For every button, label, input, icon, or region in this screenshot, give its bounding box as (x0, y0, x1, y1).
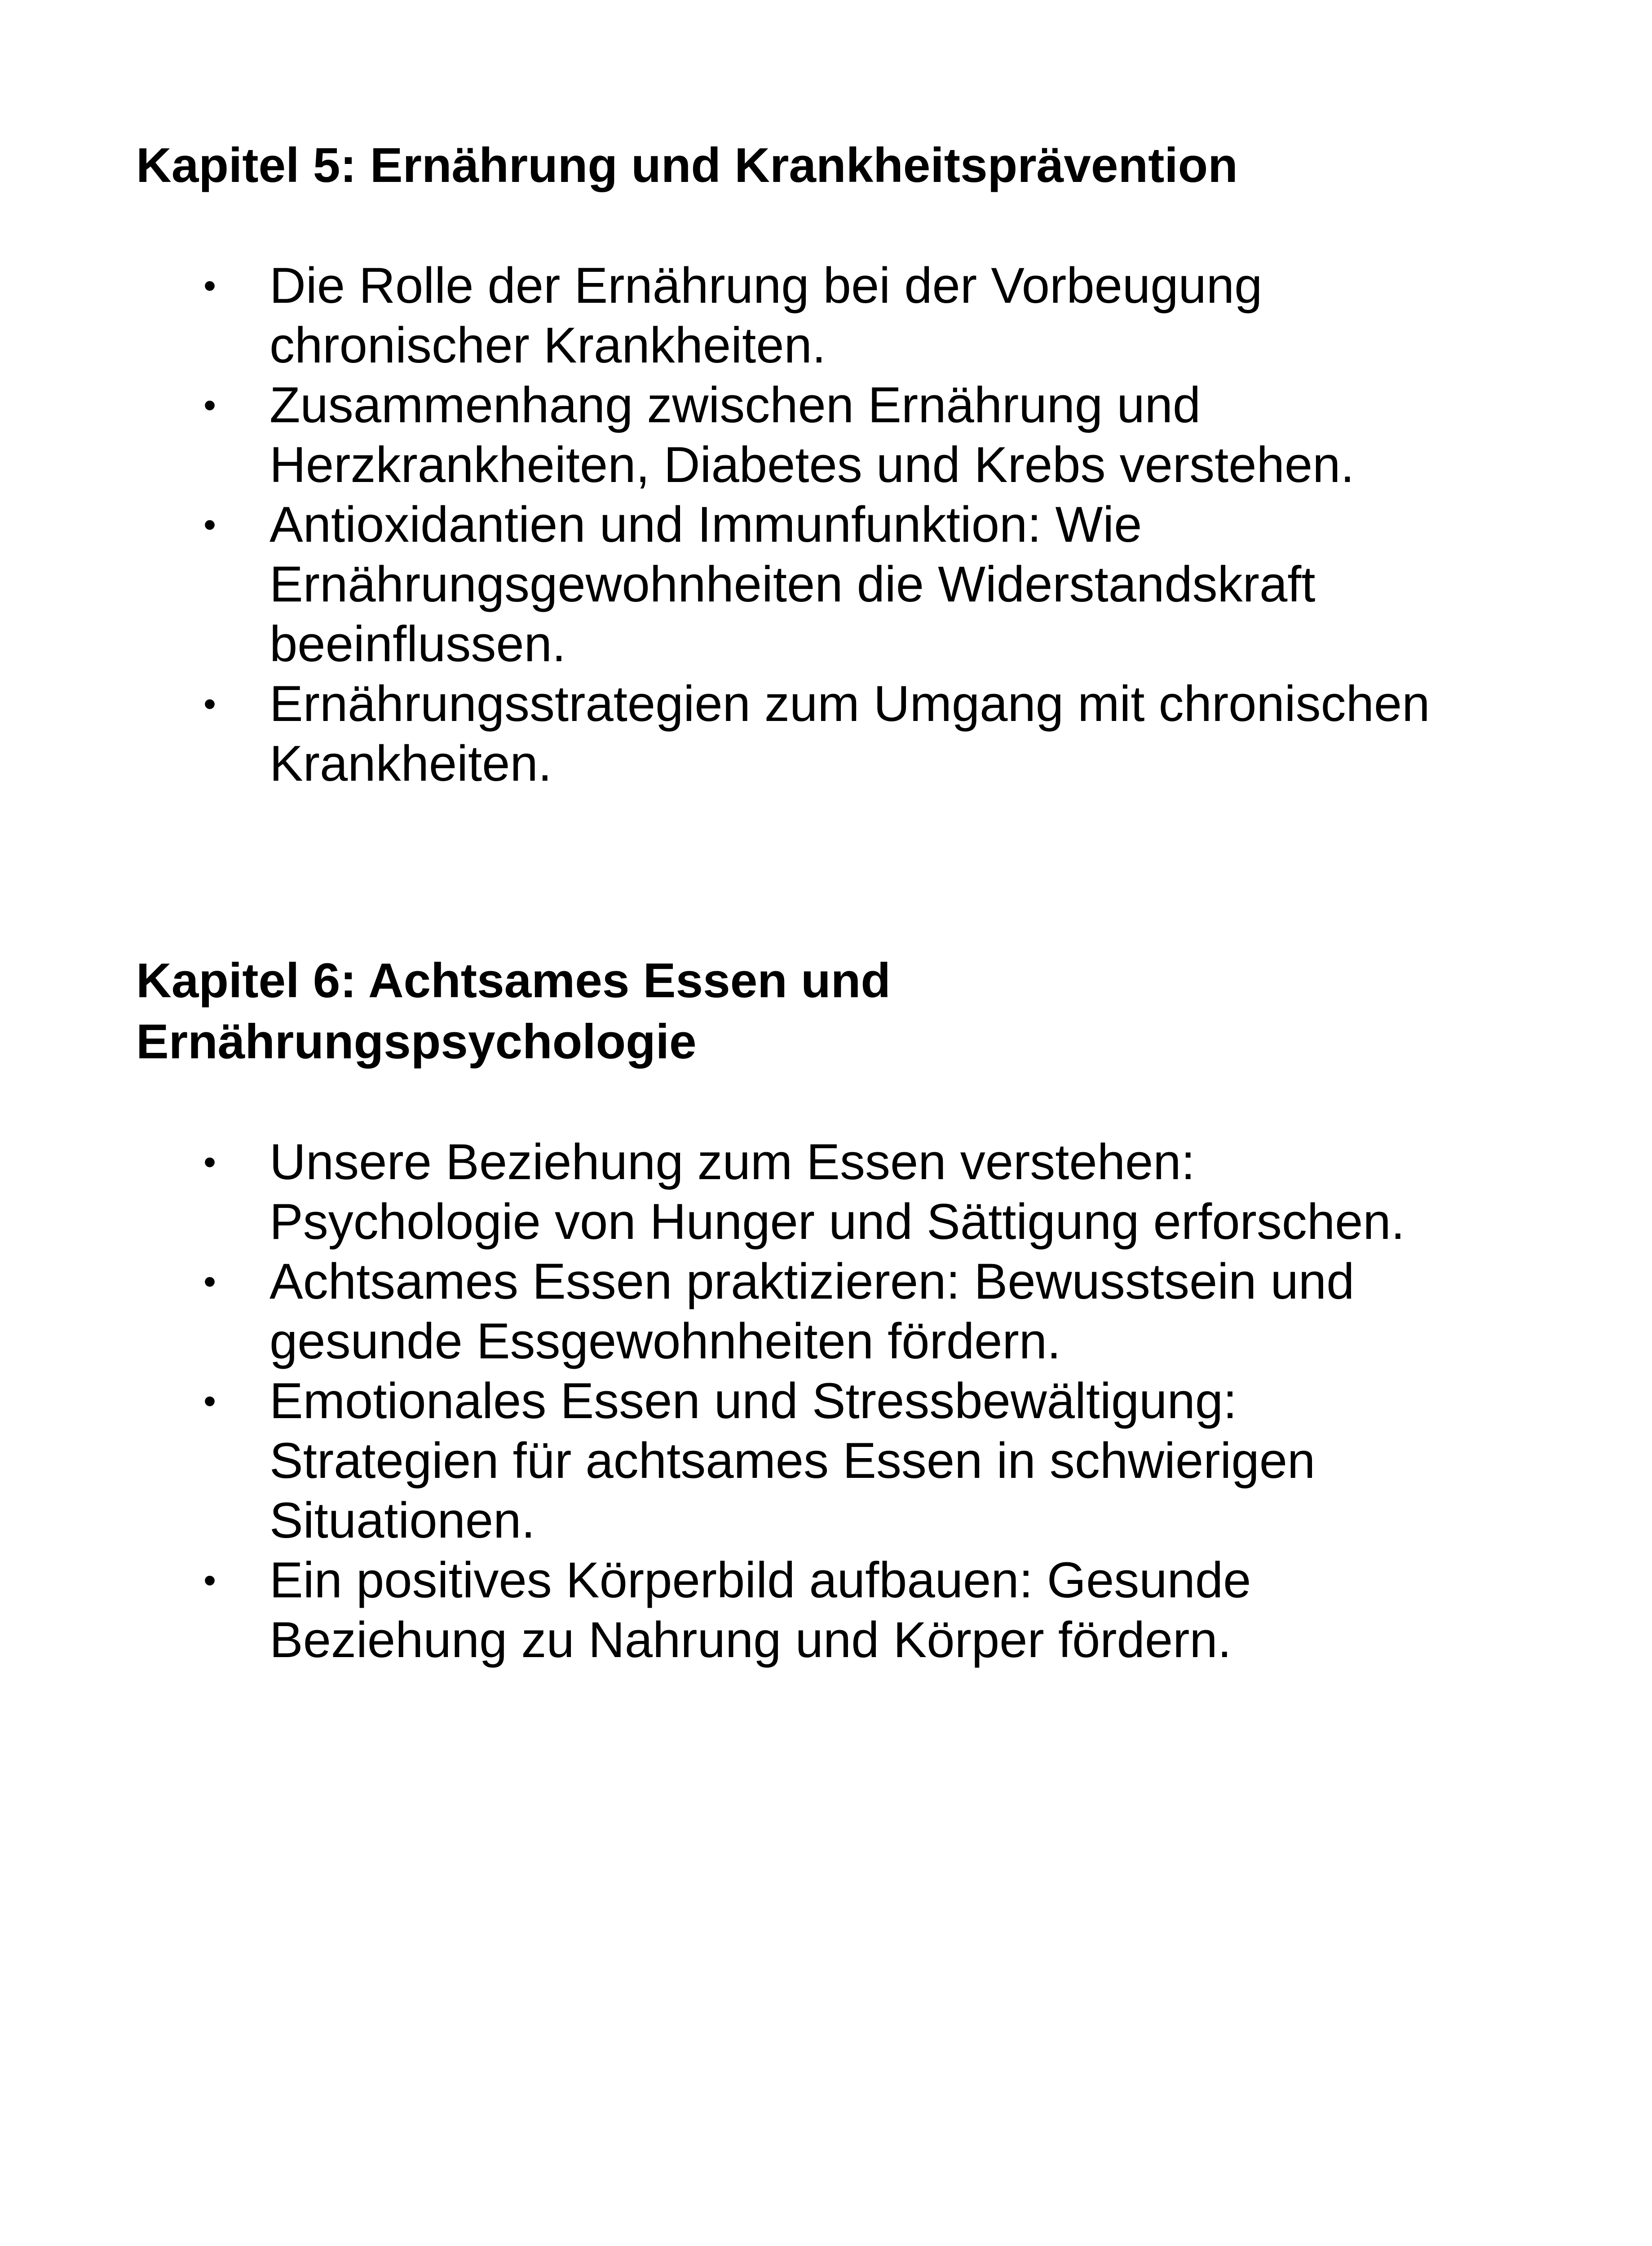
list-item-line: Ernährungsgewohnheiten die Widerstandskraft (269, 556, 1316, 612)
bullet-icon: • (203, 1142, 216, 1182)
list-item-line: Strategien für achtsames Essen in schwierigen (269, 1432, 1316, 1489)
chapter-5-section (136, 135, 1484, 793)
list-item-line: Beziehung zu Nahrung und Körper fördern. (269, 1612, 1232, 1668)
bullet-icon: • (203, 1560, 216, 1600)
list-item-line: Antioxidantien und Immunfunktion: Wie (269, 496, 1142, 553)
list-item-line: Psychologie von Hunger und Sättigung erforschen. (269, 1194, 1405, 1250)
chapter-6-heading (136, 950, 1484, 1072)
list-item-line: Unsere Beziehung zum Essen verstehen: (269, 1134, 1195, 1190)
chapter-6-section (136, 950, 1484, 1670)
bullet-icon: • (203, 1381, 216, 1421)
list-item-line: Zusammenhang zwischen Ernährung und (269, 377, 1201, 433)
list-item-line: Ernährungsstrategien zum Umgang mit chronischen (269, 676, 1430, 732)
list-item-line: Situationen. (269, 1492, 535, 1548)
chapter-5-heading (136, 135, 1484, 196)
list-item (136, 375, 1484, 495)
list-item (136, 1251, 1484, 1371)
list-item (136, 1550, 1484, 1670)
list-item-line: Krankheiten. (269, 735, 552, 791)
bullet-icon: • (203, 684, 216, 724)
list-item (136, 674, 1484, 793)
list-item-line: Emotionales Essen und Stressbewältigung: (269, 1373, 1237, 1429)
bullet-icon: • (203, 265, 216, 305)
list-item-line: Die Rolle der Ernährung bei der Vorbeugung (269, 257, 1263, 314)
list-item-line: Herzkrankheiten, Diabetes und Krebs verstehen. (269, 437, 1355, 493)
chapter-5-heading-line: Kapitel 5: Ernährung und Krankheitsprävention (136, 138, 1238, 193)
list-item-line: beeinflussen. (269, 616, 566, 672)
list-item-line: Ein positives Körperbild aufbauen: Gesunde (269, 1552, 1251, 1608)
list-item (136, 495, 1484, 674)
list-item-line: Achtsames Essen praktizieren: Bewusstsein und (269, 1253, 1355, 1309)
bullet-icon: • (203, 504, 216, 544)
list-item (136, 1371, 1484, 1550)
chapter-5-bullet-list (136, 256, 1484, 793)
chapter-6-bullet-list (136, 1132, 1484, 1670)
bullet-icon: • (203, 1261, 216, 1301)
list-item (136, 1132, 1484, 1251)
list-item-line: gesunde Essgewohnheiten fördern. (269, 1313, 1061, 1369)
list-item (136, 256, 1484, 375)
chapter-6-heading-line: Kapitel 6: Achtsames Essen und (136, 953, 891, 1008)
list-item-line: chronischer Krankheiten. (269, 317, 826, 373)
bullet-icon: • (203, 385, 216, 425)
chapter-6-heading-line: Ernährungspsychologie (136, 1014, 697, 1069)
